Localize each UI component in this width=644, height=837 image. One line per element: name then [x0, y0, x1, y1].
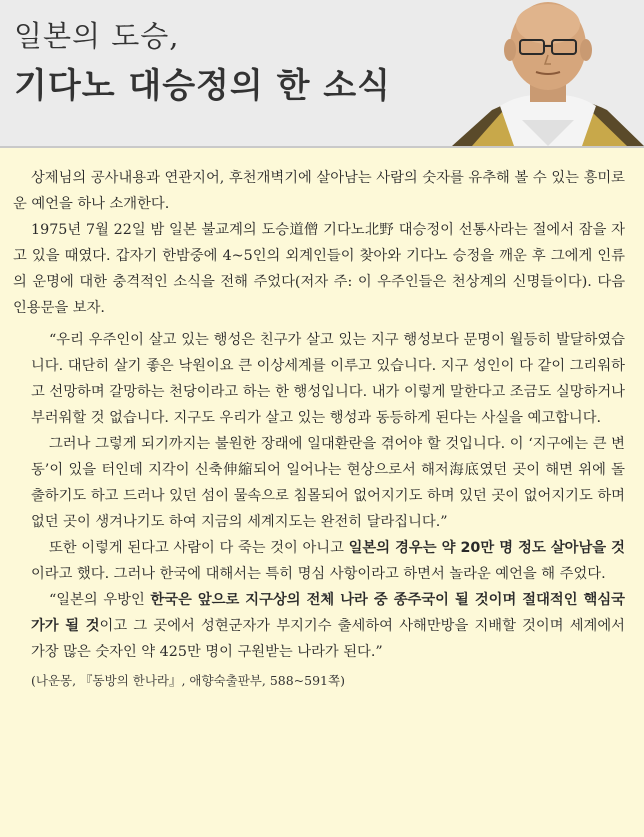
source-citation: (나운몽, 『동방의 한나라』, 애향숙출판부, 588~591쪽) — [31, 673, 345, 688]
quote-4-highlight: 한국은 앞으로 지구상의 전체 나라 중 종주국이 될 것이며 절대적인 핵심국가가 될 것 — [31, 592, 625, 634]
portrait-photo — [452, 0, 644, 146]
quote-4-part-c: 이고 그 곳에서 성현군자가 부지기수 출세하여 사해만방을 지배할 것이며 세계에서 가장 많은 숫자인 약 425만 명이 구원받는 나라가 된다.” — [31, 618, 625, 660]
quote-paragraph-4 — [31, 587, 625, 665]
quote-paragraph-3 — [31, 535, 625, 587]
quote-4-part-a: “일본의 우방인 — [49, 592, 151, 608]
quotation-block — [13, 327, 625, 665]
header-banner — [0, 0, 644, 148]
title-line-1: 일본의 도승, — [14, 19, 180, 53]
quote-3-part-c: 이라고 했다. 그러나 한국에 대해서는 특히 명심 사항이라고 하면서 놀라운 예언을 해 주었다. — [31, 566, 606, 582]
story-paragraph: 1975년 7월 22일 밤 일본 불교계의 도승道僧 기다노北野 대승정이 선통사라는 절에서 잠을 자고 있을 때였다. 갑자기 한밤중에 4~5인의 외계인들이 찾아와 기다노 승정을 깨운 후 그에게 인류의 운명에 대한 충격적인 소식을 전해 주었다(저자 주: 이 우주인들은 천상계의 신명들이다). 다음 인용문을 보자. — [13, 222, 625, 316]
title-line-2: 기다노 대승정의 한 소식 — [14, 66, 391, 106]
quote-paragraph-1: “우리 우주인이 살고 있는 행성은 친구가 살고 있는 지구 행성보다 문명이 월등히 발달하였습니다. 대단히 살기 좋은 낙원이요 큰 이상세계를 이루고 있습니다. 지구 성인이 다 같이 그리워하고 선망하며 갈망하는 천당이라고 하는 한 행성입니다. 내가 이렇게 말한다고 조금도 실망하거나 부러워할 것 없습니다. 지구도 우리가 살고 있는 행성과 동등하게 된다는 사실을 예고합니다. — [31, 332, 625, 426]
quote-3-part-a: 또한 이렇게 된다고 사람이 다 죽는 것이 아니고 — [49, 540, 349, 556]
quote-paragraph-2: 그러나 그렇게 되기까지는 불원한 장래에 일대환란을 겪어야 할 것입니다. 이 ‘지구에는 큰 변동’이 있을 터인데 지각이 신축伸縮되어 일어나는 현상으로서 해저海底였던 곳이 해면 위에 돌출하기도 하고 드러나 있던 섬이 물속으로 침몰되어 없어지기도 하며 있던 곳이 없어지기도 하며 없던 곳이 생겨나기도 하여 지금의 세계지도는 완전히 달라집니다.” — [31, 436, 625, 530]
article-body — [13, 165, 625, 694]
quote-3-highlight: 일본의 경우는 약 20만 명 정도 살아남을 것 — [348, 540, 625, 556]
intro-paragraph: 상제님의 공사내용과 연관지어, 후천개벽기에 살아남는 사람의 숫자를 유추해 볼 수 있는 흥미로운 예언을 하나 소개한다. — [13, 170, 625, 212]
